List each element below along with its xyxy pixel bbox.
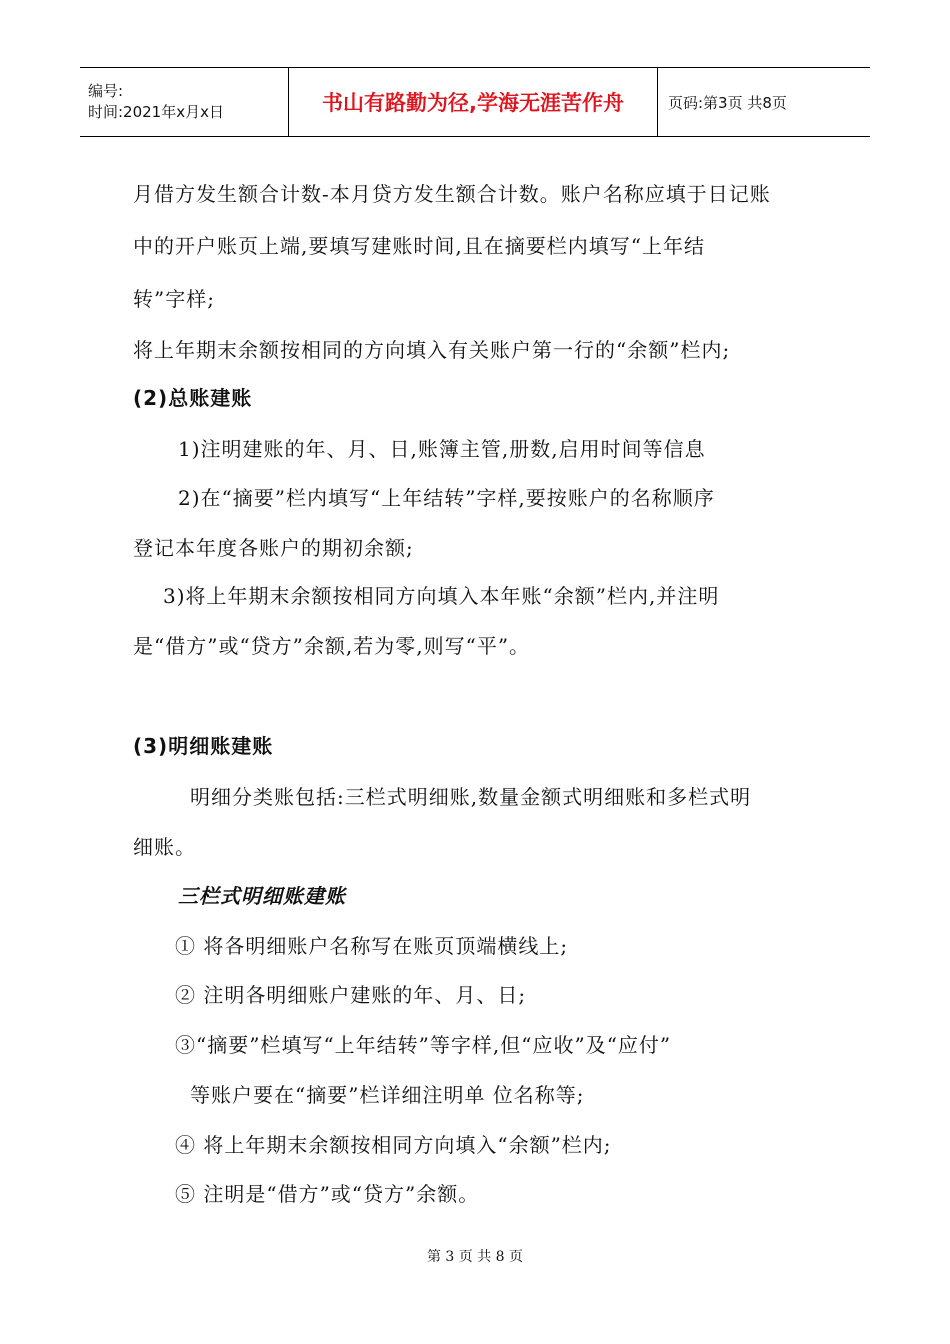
document-header: [80, 67, 870, 137]
list-item: ② 注明各明细账户建账的年、月、日;: [175, 983, 527, 1007]
section-heading: (2)总账建账: [133, 386, 253, 410]
list-item: ④ 将上年期末余额按相同方向填入“余额”栏内;: [175, 1133, 612, 1157]
header-page-text: 页码:第3页 共8页: [668, 93, 787, 112]
header-page-info: [658, 68, 870, 136]
paragraph-line: 3)将上年期末余额按相同方向填入本年账“余额”栏内,并注明: [163, 584, 720, 608]
paragraph-line: 明细分类账包括:三栏式明细账,数量金额式明细账和多栏式明: [190, 785, 752, 809]
paragraph-line: 2)在“摘要”栏内填写“上年结转”字样,要按账户的名称顺序: [178, 486, 715, 510]
page-footer: 第 3 页 共 8 页: [426, 1249, 524, 1265]
paragraph-line: 转”字样;: [133, 287, 215, 311]
paragraph-line: 1)注明建账的年、月、日,账簿主管,册数,启用时间等信息: [178, 437, 706, 461]
paragraph-line: 登记本年度各账户的期初余额;: [133, 536, 414, 560]
paragraph-line: 是“借方”或“贷方”余额,若为零,则写“平”。: [133, 634, 531, 658]
list-item: ③“摘要”栏填写“上年结转”等字样,但“应收”及“应付”: [175, 1033, 672, 1057]
section-heading: (3)明细账建账: [133, 734, 274, 758]
paragraph-line: 中的开户账页上端,要填写建账时间,且在摘要栏内填写“上年结: [133, 234, 705, 258]
list-item: ① 将各明细账户名称写在账页顶端横线上;: [175, 934, 569, 958]
header-motto: [289, 68, 658, 136]
list-item-continuation: 等账户要在“摘要”栏详细注明单 位名称等;: [190, 1083, 585, 1107]
header-date: 时间:2021年x月x日: [88, 103, 224, 121]
header-meta: [80, 68, 289, 136]
header-number: 编号:: [88, 82, 124, 100]
paragraph-line: 将上年期末余额按相同的方向填入有关账户第一行的“余额”栏内;: [133, 338, 731, 362]
subsection-heading: 三栏式明细账建账: [178, 884, 346, 908]
paragraph-line: 月借方发生额合计数-本月贷方发生额合计数。账户名称应填于日记账: [133, 182, 771, 206]
paragraph-line: 细账。: [133, 835, 196, 859]
header-motto-text: 书山有路勤为径,学海无涯苦作舟: [322, 91, 624, 115]
list-item: ⑤ 注明是“借方”或“贷方”余额。: [175, 1182, 480, 1206]
